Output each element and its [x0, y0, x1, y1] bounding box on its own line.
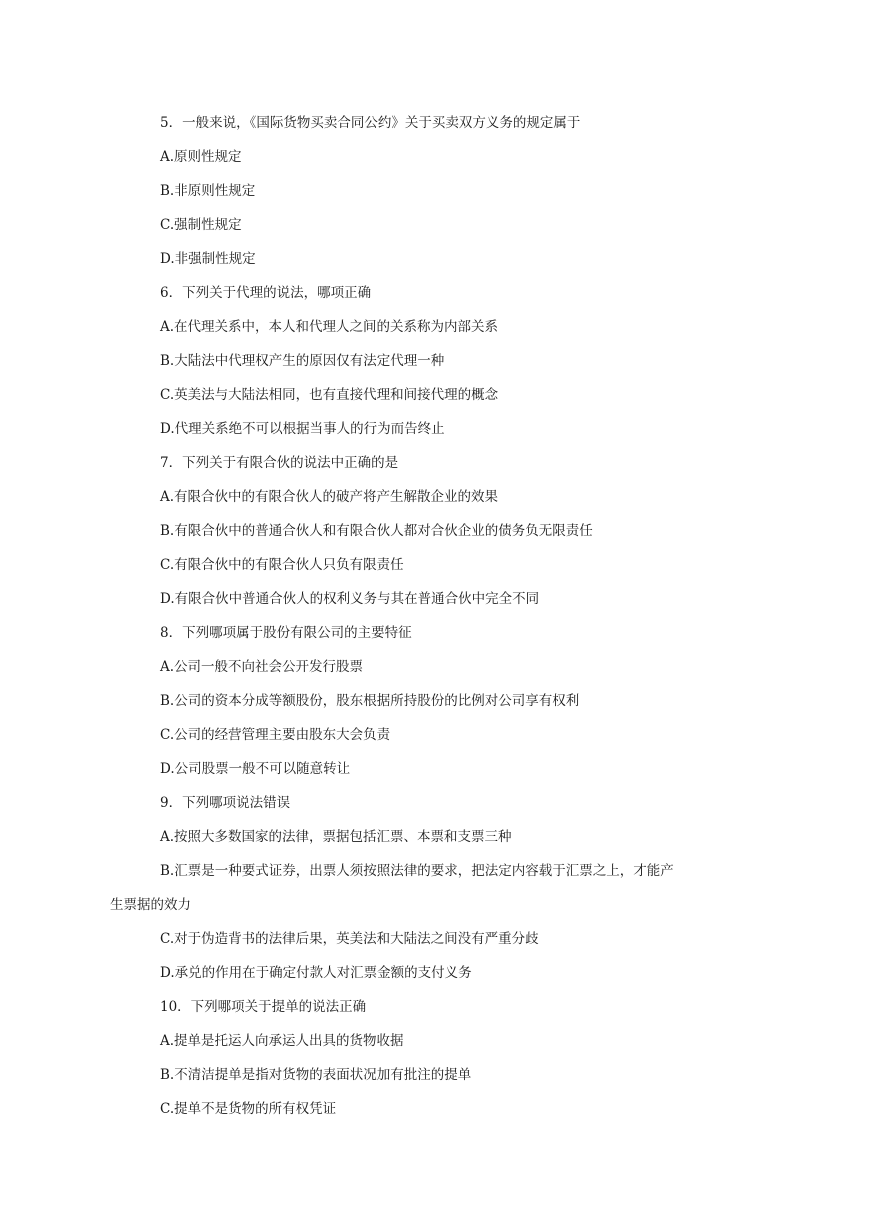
- option-b: B.不清洁提单是指对货物的表面状况加有批注的提单: [160, 1067, 472, 1083]
- option-a: A.有限合伙中的有限合伙人的破产将产生解散企业的效果: [160, 489, 499, 505]
- option-d: D.有限合伙中普通合伙人的权利义务与其在普通合伙中完全不同: [160, 591, 540, 607]
- option-d: D.代理关系绝不可以根据当事人的行为而告终止: [160, 421, 445, 437]
- option-c: C.强制性规定: [160, 217, 242, 233]
- option-d: D.公司股票一般不可以随意转让: [160, 761, 351, 777]
- question-stem: 5．一般来说，《国际货物买卖合同公约》关于买卖双方义务的规定属于: [160, 115, 581, 131]
- option-b: B.公司的资本分成等额股份，股东根据所持股份的比例对公司享有权利: [160, 693, 580, 709]
- option-b-continuation-text: 生票据的效力: [110, 897, 191, 913]
- option-c: C.提单不是货物的所有权凭证: [160, 1101, 337, 1117]
- option-a: A.原则性规定: [160, 149, 242, 165]
- option-a: A.公司一般不向社会公开发行股票: [160, 659, 364, 675]
- question-stem: 7．下列关于有限合伙的说法中正确的是: [160, 455, 399, 471]
- option-c: C.英美法与大陆法相同，也有直接代理和间接代理的概念: [160, 387, 499, 403]
- option-a: A.按照大多数国家的法律，票据包括汇票、本票和支票三种: [160, 829, 512, 845]
- option-a: A.提单是托运人向承运人出具的货物收据: [160, 1033, 404, 1049]
- option-b: B.非原则性规定: [160, 183, 256, 199]
- option-c: C.对于伪造背书的法律后果，英美法和大陆法之间没有严重分歧: [160, 931, 539, 947]
- option-c: C.有限合伙中的有限合伙人只负有限责任: [160, 557, 404, 573]
- option-a: A.在代理关系中，本人和代理人之间的关系称为内部关系: [160, 319, 499, 335]
- question-stem: 10．下列哪项关于提单的说法正确: [160, 999, 367, 1015]
- option-d: D.承兑的作用在于确定付款人对汇票金额的支付义务: [160, 965, 472, 981]
- option-d: D.非强制性规定: [160, 251, 256, 267]
- question-stem: 6．下列关于代理的说法，哪项正确: [160, 285, 372, 301]
- option-b: B.有限合伙中的普通合伙人和有限合伙人都对合伙企业的债务负无限责任: [160, 523, 593, 539]
- option-b: B.汇票是一种要式证券，出票人须按照法律的要求，把法定内容载于汇票之上，才能产: [160, 863, 674, 879]
- question-stem: 8．下列哪项属于股份有限公司的主要特征: [160, 625, 412, 641]
- question-list: [0, 110, 869, 1130]
- option-c: C.公司的经营管理主要由股东大会负责: [160, 727, 391, 743]
- option-b-continuation: [0, 892, 869, 926]
- question-stem: 9．下列哪项说法错误: [160, 795, 291, 811]
- option-b: B.大陆法中代理权产生的原因仅有法定代理一种: [160, 353, 445, 369]
